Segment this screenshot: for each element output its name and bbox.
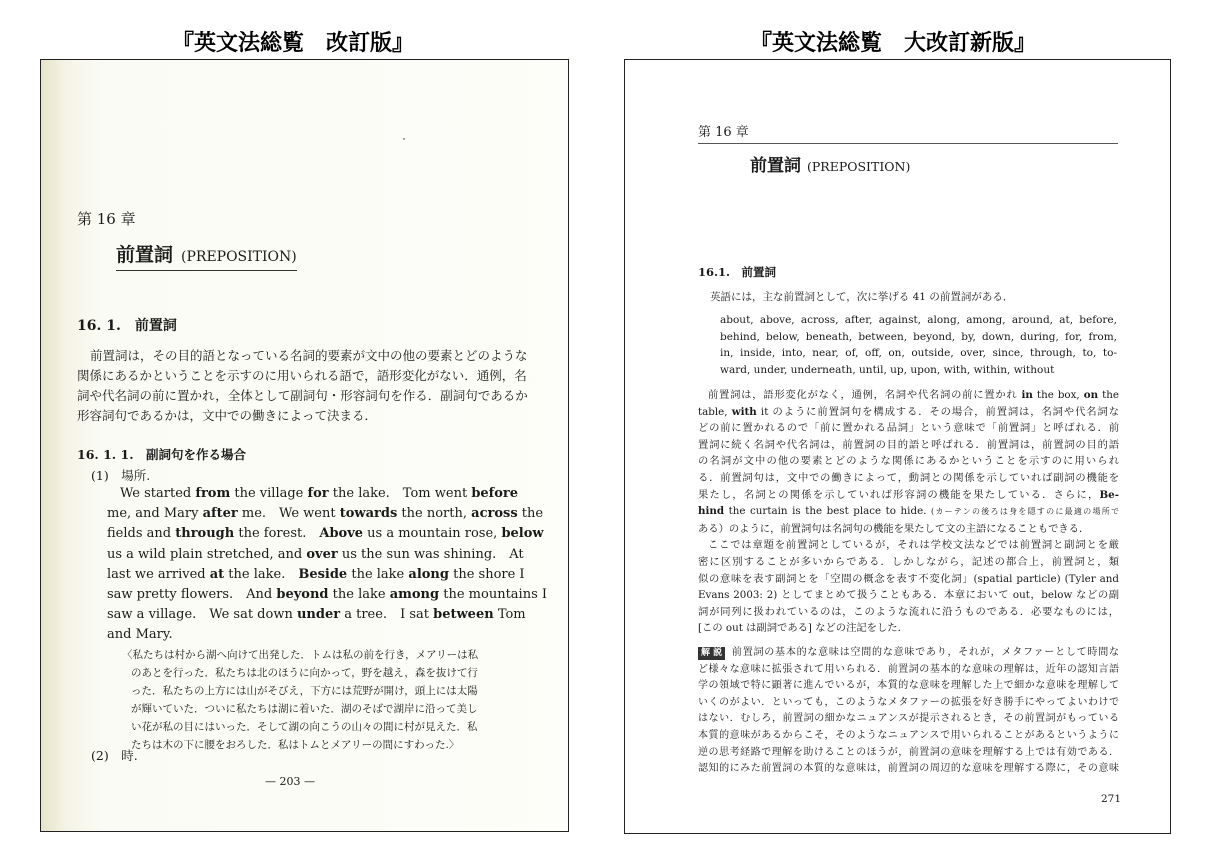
body-line: hind the curtain is the best place to hide. (カーテンの後ろは身を隠すのに最適の場所で: [698, 505, 1119, 518]
body-paragraph: 前置詞は，その目的語となっている名詞的要素が文中の他の要素とどのような関係にあるかということを示すのに用いられる語で，語形変化がない．通例，名詞や代名詞の前に置かれ，全体として副詞句・形容詞句を作る．副詞句であるか形容詞句であるかは，文中での働きによって決まる．: [77, 348, 528, 423]
body-line: どの前に置かれるので「前に置かれる品詞」という意味で「前置詞」と呼ばれる．前: [698, 422, 1119, 435]
chapter-rule: [698, 143, 1118, 144]
translation-line: たちは木の下に腰をおろした．私はトムとメアリーの間にすわった.〉: [131, 739, 460, 751]
note-line: 学の領域で特に顕著に進んでいるが，本質的な意味を理解した上で細かな意味を理解して: [698, 680, 1119, 692]
subsection-heading: 16. 1. 1. 副詞句を作る場合: [77, 447, 247, 462]
example-line: us a wild plain stretched, and over us the sun was shining. At: [107, 546, 524, 562]
translation-line: い花が私の目にはいった．そして湖の向こうの山々の間に村が見えた．私: [131, 721, 478, 733]
title-english: (PREPOSITION): [807, 159, 911, 174]
title-japanese: 前置詞: [750, 156, 801, 176]
page-speck: [403, 138, 405, 140]
page-title: [116, 240, 297, 271]
body-line: [この out は副詞である] などの注記をした．: [698, 622, 908, 635]
commentary-note: [698, 645, 1119, 778]
preposition-list: [720, 312, 1117, 378]
note-line: 本質的意味があるからこそ，そのようなニュアンスで用いられることがあるというように: [698, 729, 1119, 741]
title-english: (PREPOSITION): [181, 249, 297, 265]
list-item-place: (1) 場所.: [91, 468, 151, 483]
note-line: いくのがよい．といっても，このようなメタファーの拡張を好き勝手にやってよいわけで: [698, 696, 1119, 708]
preposition-line: in, inside, into, near, of, off, on, outside, over, since, through, to, to-: [720, 347, 1117, 359]
body-line: table, with it のように前置詞句を構成する．その場合，前置詞は，名詞や代名詞な: [698, 405, 1119, 418]
right-book-page: [624, 59, 1171, 834]
preposition-line: about, above, across, after, against, along, among, around, at, before,: [720, 314, 1117, 326]
preposition-line: ward, under, underneath, until, up, upon, with, within, without: [720, 363, 1055, 376]
body-line: る．前置詞句は，文中での働きによって，動詞との関係を示していれば副詞の機能を: [698, 471, 1119, 484]
page-title: [750, 151, 910, 176]
body-line: 前置詞は，語形変化がなく，通例，名詞や代名詞の前に置かれ in the box, on the: [708, 389, 1119, 401]
chapter-label: 第 16 章: [77, 210, 136, 228]
translation-line: 〈私たちは村から湖へ向けて出発した．トムは私の前を行き，メアリーは私: [122, 649, 479, 661]
example-line: We started from the village for the lake. Tom went before: [120, 486, 519, 501]
list-item-time: (2) 時.: [91, 748, 138, 763]
translation-line: が輝いていた．ついに私たちは湖に着いた．湖のそばで湖岸に沿って美し: [131, 703, 478, 715]
example-line: saw pretty flowers. And beyond the lake among the mountains I: [107, 587, 548, 603]
body-line: Evans 2003: 2) としてまとめて扱うこともある．本章において out，below などの副: [698, 589, 1119, 602]
note-line: 解 説 前置詞の基本的な意味は空間的な意味であり，それが，メタファーとして時間な: [698, 645, 1119, 662]
note-line: はない．むしろ，前置詞の細かなニュアンスが提示されるとき，その前置詞がもっている: [698, 713, 1119, 725]
translation-line: のあとを行った．私たちは北のほうに向かって，野を越え，森を抜けて行: [131, 667, 478, 679]
commentary-badge: 解 説: [698, 647, 725, 660]
body-line: ある）のように，前置詞句は名詞句の機能を果たして文の主語になることもできる．: [698, 522, 1090, 535]
body-line: ここでは章題を前置詞としているが，それは学校文法などでは前置詞と副詞とを厳: [708, 539, 1119, 552]
body-line: 詞が同列に扱われているのは，このような流れに沿うものである．必要なものには，: [698, 605, 1119, 618]
body-line: の名詞が文中の他の要素とどのような関係にあるかということを示すのに用いられ: [698, 455, 1119, 468]
note-line: 逆の思考経路で理解を助けることのほうが，前置詞の意味を理解する上では有効である．: [698, 746, 1119, 758]
body-line: 置詞に続く名詞や代名詞は，前置詞の目的語と呼ばれる．前置詞は，前置詞の目的語: [698, 438, 1119, 451]
note-line: ど様々な意味に拡張されて用いられる．前置詞の基本的な意味の理解は，近年の認知言語: [698, 663, 1119, 675]
example-translation: [122, 646, 503, 754]
right-edition-heading: 『英文法総覧 大改訂新版』: [750, 31, 1037, 56]
left-edition-heading: 『英文法総覧 改訂版』: [172, 31, 415, 56]
page-number: — 203 —: [265, 775, 315, 788]
example-line: and Mary.: [107, 627, 173, 643]
section-heading: 16.1. 前置詞: [698, 265, 777, 279]
body-line: 似の意味を表す副詞とを「空間の概念を表す不変化詞」(spatial particle) (Tyler and: [698, 572, 1119, 585]
example-line: last we arrived at the lake. Beside the lake along the shore I: [107, 566, 525, 582]
body-line: 密に区別することが多いからである．しかしながら，記述の都合上，前置詞と，類: [698, 555, 1119, 568]
page-number: 271: [1101, 793, 1122, 805]
left-book-page: [40, 59, 569, 832]
example-line: fields and through the forest. Above us a mountain rose, below: [107, 526, 544, 542]
body-text: [698, 387, 1119, 637]
translation-line: った．私たちの上方には山がそびえ，下方には荒野が開け，頭上には太陽: [131, 685, 478, 697]
note-line: 認知的にみた前置詞の本質的な意味は，前置詞の周辺的な意味を理解する際に，その意味: [698, 763, 1119, 775]
body-line: 果たし，名詞との関係を示していれば形容詞の機能を果たしている．さらに，Be-: [698, 488, 1119, 501]
intro-sentence: 英語には，主な前置詞として，次に挙げる 41 の前置詞がある．: [710, 291, 1014, 303]
section-heading: 16. 1. 前置詞: [77, 318, 177, 334]
example-passage: [107, 484, 548, 646]
title-japanese: 前置詞: [116, 244, 174, 266]
preposition-line: behind, below, beneath, between, beyond, by, down, during, for, from,: [720, 330, 1117, 343]
example-line: saw a village. We sat down under a tree. I sat between Tom: [107, 607, 526, 623]
chapter-label: 第 16 章: [698, 125, 749, 140]
example-line: me, and Mary after me. We went towards the north, across the: [107, 506, 544, 522]
